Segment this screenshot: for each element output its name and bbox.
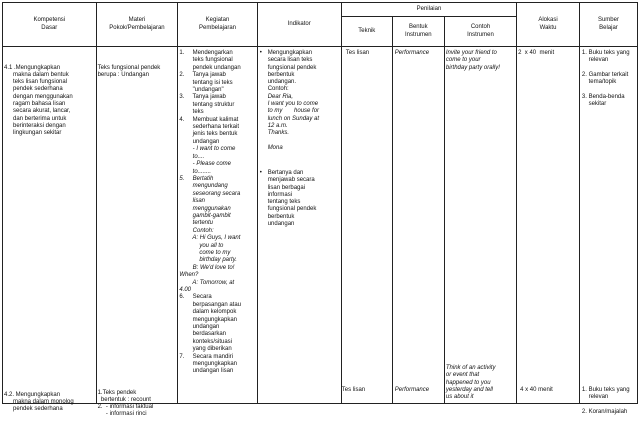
sumber-line	[582, 402, 630, 409]
kegiatan-line: tentang struktur	[179, 101, 235, 108]
kompetensi-cell	[3, 47, 97, 413]
kegiatan-line: to....	[179, 153, 205, 160]
kegiatan-line: A: Hi Guys, I want	[179, 235, 241, 242]
indikator-line: berbentuk	[267, 213, 295, 220]
kegiatan-line: "undangan"	[179, 87, 224, 94]
kegiatan-line: 5. Bertatih	[179, 175, 214, 182]
contoh-line: happened to you	[445, 379, 491, 386]
alokasi2: 4 x 40 menit	[520, 387, 553, 393]
bentuk2: Performance	[394, 387, 430, 393]
bullet-icon: •	[259, 50, 262, 56]
kegiatan-line: teks fungsional	[179, 57, 233, 64]
kegiatan-line: 7. Secara mandiri	[179, 353, 234, 360]
kegiatan-line: lisan	[179, 198, 205, 205]
indikator-line: berbentuk	[267, 71, 295, 78]
kegiatan1-list	[179, 50, 241, 376]
sumber-line: relevan	[581, 394, 609, 401]
sumber-line: 1. Buku teks yang	[581, 50, 630, 56]
indikator-line: Bertanya dan	[267, 170, 304, 176]
header-contoh: Contoh Instrumen	[444, 17, 516, 47]
contoh-line: Think of an activity	[445, 365, 496, 371]
kegiatan-line: pendek undangan	[179, 64, 241, 71]
indikator-line: lunch on Sunday at	[267, 115, 320, 122]
kegiatan-line: berpasangan atau	[179, 301, 242, 308]
kegiatan-line: 3. Tanya jawab	[179, 94, 226, 101]
kegiatan-line: gambit-gambit	[179, 212, 231, 219]
indikator-line: secara lisan teks	[267, 57, 313, 64]
contoh2	[446, 365, 496, 401]
bullet-icon: •	[259, 170, 262, 176]
indikator-line: tentang teks	[267, 199, 301, 206]
kegiatan-line: seseorang secara	[179, 190, 241, 197]
header-penilaian: Penilaian	[341, 3, 516, 17]
contoh-line: Invite your friend to	[445, 50, 497, 56]
materi1-text: Teks fungsional pendek berupa : Undangan	[97, 64, 161, 78]
indikator-line: I want you to come	[267, 101, 319, 108]
contoh-line: or event that	[445, 372, 480, 379]
kegiatan-line: 6. Secara	[179, 294, 212, 301]
kegiatan-line: undangan lisan	[179, 368, 234, 375]
kegiatan-line: mengungkapkan	[179, 361, 238, 368]
indikator-line: Contoh:	[267, 86, 289, 93]
kegiatan-line: When?	[179, 272, 199, 279]
header-kegiatan: Kegiatan Pembelajaran	[178, 3, 257, 47]
sumber-line: 1. Buku teks yang	[581, 387, 630, 393]
kegiatan-line: tentang isi teks	[179, 79, 233, 86]
indikator-line: Dear Ria,	[267, 93, 294, 100]
contoh-cell	[444, 47, 516, 404]
indikator-line: undangan.	[267, 79, 297, 86]
sumber-line: sekitar	[581, 101, 607, 108]
kegiatan-line: to........	[179, 168, 211, 175]
kegiatan-line: tertentu	[179, 220, 213, 227]
kegiatan-line: mengundang	[179, 183, 228, 190]
indikator-line: informasi	[267, 191, 293, 198]
sumber-line	[582, 65, 630, 72]
alokasi1: 2 x 40 menit	[518, 50, 555, 56]
kegiatan-line: you all to	[179, 242, 224, 249]
indikator-line: fungsional pendek	[267, 64, 317, 71]
header-indikator: Indikator	[257, 3, 341, 47]
indikator-line: Mengungkapkan	[267, 50, 313, 56]
indikator-line: fungsional pendek	[267, 206, 317, 213]
kegiatan-line: teks	[179, 109, 204, 116]
kegiatan-cell	[178, 47, 257, 404]
indikator-line: to my house for	[267, 108, 320, 115]
sumber-line	[582, 86, 630, 93]
kegiatan-line: undangan	[179, 324, 220, 331]
sumber-line: 2. Koran/majalah	[581, 408, 628, 415]
header-sumber: Sumber Belajar	[579, 3, 637, 47]
kegiatan-line: birthday party.	[179, 257, 237, 264]
contoh-line: come to your	[445, 57, 481, 64]
alokasi-cell	[517, 47, 580, 404]
kegiatan-line: yang diberikan	[179, 346, 232, 353]
kegiatan-line: 4.00	[179, 287, 191, 293]
indikator-line: Thanks.	[267, 130, 290, 137]
sumber-cell	[579, 47, 637, 415]
bentuk1: Performance	[394, 50, 430, 56]
kegiatan-line: undangan	[179, 138, 220, 145]
indikator-line: 12 a.m.	[267, 122, 288, 129]
sumber-line: relevan	[581, 57, 609, 64]
indikator-line	[268, 138, 319, 145]
contoh-line: yesterday and tell	[445, 386, 493, 393]
kegiatan-line: konteks/situasi	[179, 338, 232, 345]
kegiatan-line: 2. Tanya jawab	[179, 72, 226, 79]
bentuk-cell	[392, 47, 444, 404]
indikator-line: Mona	[267, 144, 283, 151]
indikator-line: menjawab secara	[267, 177, 315, 184]
header-teknik: Teknik	[341, 17, 392, 47]
header-alokasi: Alokasi Waktu	[517, 3, 580, 47]
header-materi: Materi Pokok/Pembelajaran	[96, 3, 178, 47]
teknik1: Tes lisan	[345, 50, 370, 56]
kegiatan-line: jenis teks bentuk	[179, 131, 238, 138]
contoh1	[446, 50, 500, 72]
kd2-text: 4.2. Mengungkapkan makna dalam monolog pendek sederhana	[4, 391, 74, 413]
kegiatan-line: mengungkapkan	[179, 316, 238, 323]
header-bentuk: Bentuk Instrumen	[392, 17, 444, 47]
sumber-line: 2. Gambar terkait	[581, 71, 629, 78]
sumber-line: 3. Benda-benda	[581, 93, 625, 100]
materi2-text: 1.Teks pendek bertentuk : recount 2. - informasi faktual - informasi rinci	[97, 389, 154, 418]
kegiatan-line: A: Tomorrow, at	[179, 279, 235, 286]
header-kompetensi: Kompetensi Dasar	[3, 3, 97, 47]
kegiatan-line: 4. Membuat kalimat	[179, 116, 239, 123]
kegiatan-line: - I want to come	[179, 146, 236, 153]
materi-cell	[96, 47, 178, 418]
kegiatan-line: Contoh:	[179, 227, 214, 234]
kegiatan-line: sederhana terkait	[179, 124, 240, 131]
teknik2: Tes lisan	[341, 387, 366, 393]
teknik-cell	[341, 47, 392, 404]
kegiatan-line: berdasarkan	[179, 331, 227, 338]
kegiatan-line: 1. Mendengarkan	[179, 50, 233, 56]
contoh-line: us about it	[445, 394, 474, 401]
sumber1	[582, 50, 630, 108]
kegiatan-line: come to my	[179, 249, 231, 256]
indikator-line: lisan berbagai	[267, 184, 306, 191]
contoh-line: birthday party orally!	[445, 64, 500, 71]
indikator1-bullet2	[268, 170, 317, 228]
indikator1-bullet1	[268, 50, 319, 152]
kegiatan-line: B: We'd love to!	[179, 264, 235, 271]
sumber-line: tema/topik	[581, 79, 617, 86]
syllabus-table	[2, 2, 638, 418]
kegiatan-line: menggunakan	[179, 205, 231, 212]
kd1-text: 4.1 .Mengungkapkan makna dalam bentuk teks lisan fungsional pendek sederhana dengan menggunakan ragam bahasa lisan secara akurat, lancar, dan berterima untuk berinteraksi dengan lingkungan sekitar	[4, 64, 73, 137]
sumber2	[582, 387, 630, 416]
kegiatan-line: dalam kelompok	[179, 309, 237, 316]
indikator-cell	[257, 47, 341, 404]
kegiatan-line: - Please come	[179, 161, 231, 168]
indikator-line: undangan	[267, 221, 295, 228]
